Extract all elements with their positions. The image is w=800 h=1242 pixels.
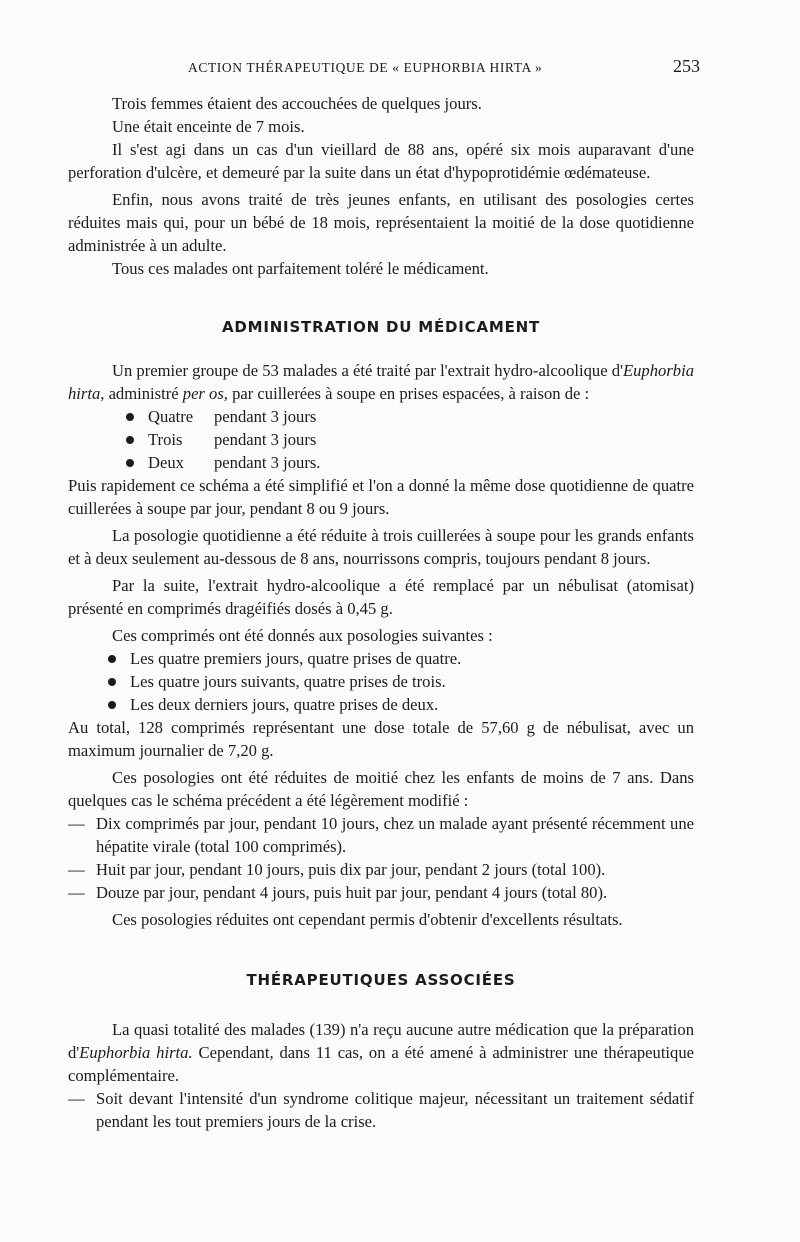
bullet-icon [108, 678, 116, 686]
schedule-text: Les deux derniers jours, quatre prises de deux. [130, 695, 439, 714]
dash-marker: — [68, 860, 85, 879]
administration-paragraph-1 [68, 359, 694, 405]
dose-label: Trois [148, 430, 183, 449]
dose-text: pendant 3 jours [214, 430, 317, 449]
intro-paragraph-5: Tous ces malades ont parfaitement toléré le médicament. [112, 259, 489, 278]
list-item [68, 812, 694, 858]
text-fragment: par cuillerées à soupe en prises espacées, à raison de : [227, 384, 590, 403]
intro-paragraph-1: Trois femmes étaient des accouchées de quelques jours. [112, 94, 482, 113]
pill-schedule-list [68, 647, 694, 716]
list-item [68, 1087, 694, 1133]
bullet-icon [126, 436, 134, 444]
administration-paragraph-4: Par la suite, l'extrait hydro-alcoolique a été remplacé par un nébulisat (atomisat) présenté en comprimés dragéifiés dosés à 0,45 g. [68, 576, 694, 618]
dose-label: Quatre [148, 407, 194, 426]
list-item [68, 428, 694, 451]
section-title-therapeutiques: THÉRAPEUTIQUES ASSOCIÉES [246, 971, 516, 989]
therapeutiques-paragraph-1 [68, 1018, 694, 1087]
administration-paragraph-7: Ces posologies ont été réduites de moitié chez les enfants de moins de 7 ans. Dans quelques cas le schéma précédent a été légèrement modifié : [68, 768, 694, 810]
administration-paragraph-2: Puis rapidement ce schéma a été simplifié et l'on a donné la même dose quotidienne de quatre cuillerées à soupe par jour, pendant 8 ou 9 jours. [68, 476, 694, 518]
dose-list [68, 405, 694, 474]
dash-marker: — [68, 1089, 85, 1108]
intro-paragraph-2: Une était enceinte de 7 mois. [112, 117, 305, 136]
list-item [68, 881, 694, 904]
route-term: per os, [182, 384, 228, 403]
page-number: 253 [673, 56, 700, 76]
modification-text: Douze par jour, pendant 4 jours, puis huit par jour, pendant 4 jours (total 80). [96, 883, 608, 902]
therapeutique-text: Soit devant l'intensité d'un syndrome colitique majeur, nécessitant un traitement sédatif pendant les tout premiers jours de la crise. [96, 1089, 694, 1131]
text-fragment: La quasi totalité des malades (139) n'a reçu aucune autre médication que la préparation d' [68, 1020, 694, 1062]
species-name: Euphorbia hirta. [79, 1043, 193, 1062]
administration-paragraph-6: Au total, 128 comprimés représentant une dose totale de 57,60 g de nébulisat, avec un maximum journalier de 7,20 g. [68, 718, 694, 760]
schedule-text: Les quatre premiers jours, quatre prises de quatre. [130, 649, 462, 668]
list-item [68, 647, 694, 670]
bullet-icon [126, 459, 134, 467]
body-text [68, 92, 694, 1133]
administration-paragraph-5: Ces comprimés ont été donnés aux posologies suivantes : [112, 626, 493, 645]
dash-marker: — [68, 883, 85, 902]
dose-text: pendant 3 jours. [214, 453, 321, 472]
administration-paragraph-3: La posologie quotidienne a été réduite à trois cuillerées à soupe pour les grands enfants et à deux seulement au-dessous de 8 ans, nourrissons compris, toujours pendant 8 jours. [68, 526, 694, 568]
list-item [68, 405, 694, 428]
list-item [68, 670, 694, 693]
modification-text: Dix comprimés par jour, pendant 10 jours, chez un malade ayant présenté récemment une hépatite virale (total 100 comprimés). [96, 814, 694, 856]
text-fragment: administré [104, 384, 183, 403]
list-item [68, 858, 694, 881]
species-name: Euphorbia hirta, [68, 361, 694, 403]
bullet-icon [126, 413, 134, 421]
intro-paragraph-4: Enfin, nous avons traité de très jeunes enfants, en utilisant des posologies certes réduites mais qui, pour un bébé de 18 mois, représentaient la moitié de la dose quotidienne administrée à un adulte. [68, 190, 694, 255]
intro-paragraph-3: Il s'est agi dans un cas d'un vieillard de 88 ans, opéré six mois auparavant d'une perforation d'ulcère, et demeuré par la suite dans un état d'hypoprotidémie œdémateuse. [68, 140, 694, 182]
text-fragment: Cependant, dans 11 cas, on a été amené à administrer une thérapeutique complémentaire. [68, 1043, 694, 1085]
list-item [68, 451, 694, 474]
schedule-text: Les quatre jours suivants, quatre prises de trois. [130, 672, 446, 691]
text-fragment: Un premier groupe de 53 malades a été traité par l'extrait hydro-alcoolique d' [112, 361, 623, 380]
modification-text: Huit par jour, pendant 10 jours, puis dix par jour, pendant 2 jours (total 100). [96, 860, 606, 879]
dose-label: Deux [148, 453, 184, 472]
bullet-icon [108, 701, 116, 709]
running-title: ACTION THÉRAPEUTIQUE DE « EUPHORBIA HIRTA » [188, 60, 543, 75]
section-title-administration: ADMINISTRATION DU MÉDICAMENT [221, 318, 541, 336]
dose-text: pendant 3 jours [214, 407, 317, 426]
bullet-icon [108, 655, 116, 663]
administration-paragraph-8: Ces posologies réduites ont cependant permis d'obtenir d'excellents résultats. [112, 910, 623, 929]
dash-marker: — [68, 814, 85, 833]
list-item [68, 693, 694, 716]
running-head [0, 56, 800, 80]
